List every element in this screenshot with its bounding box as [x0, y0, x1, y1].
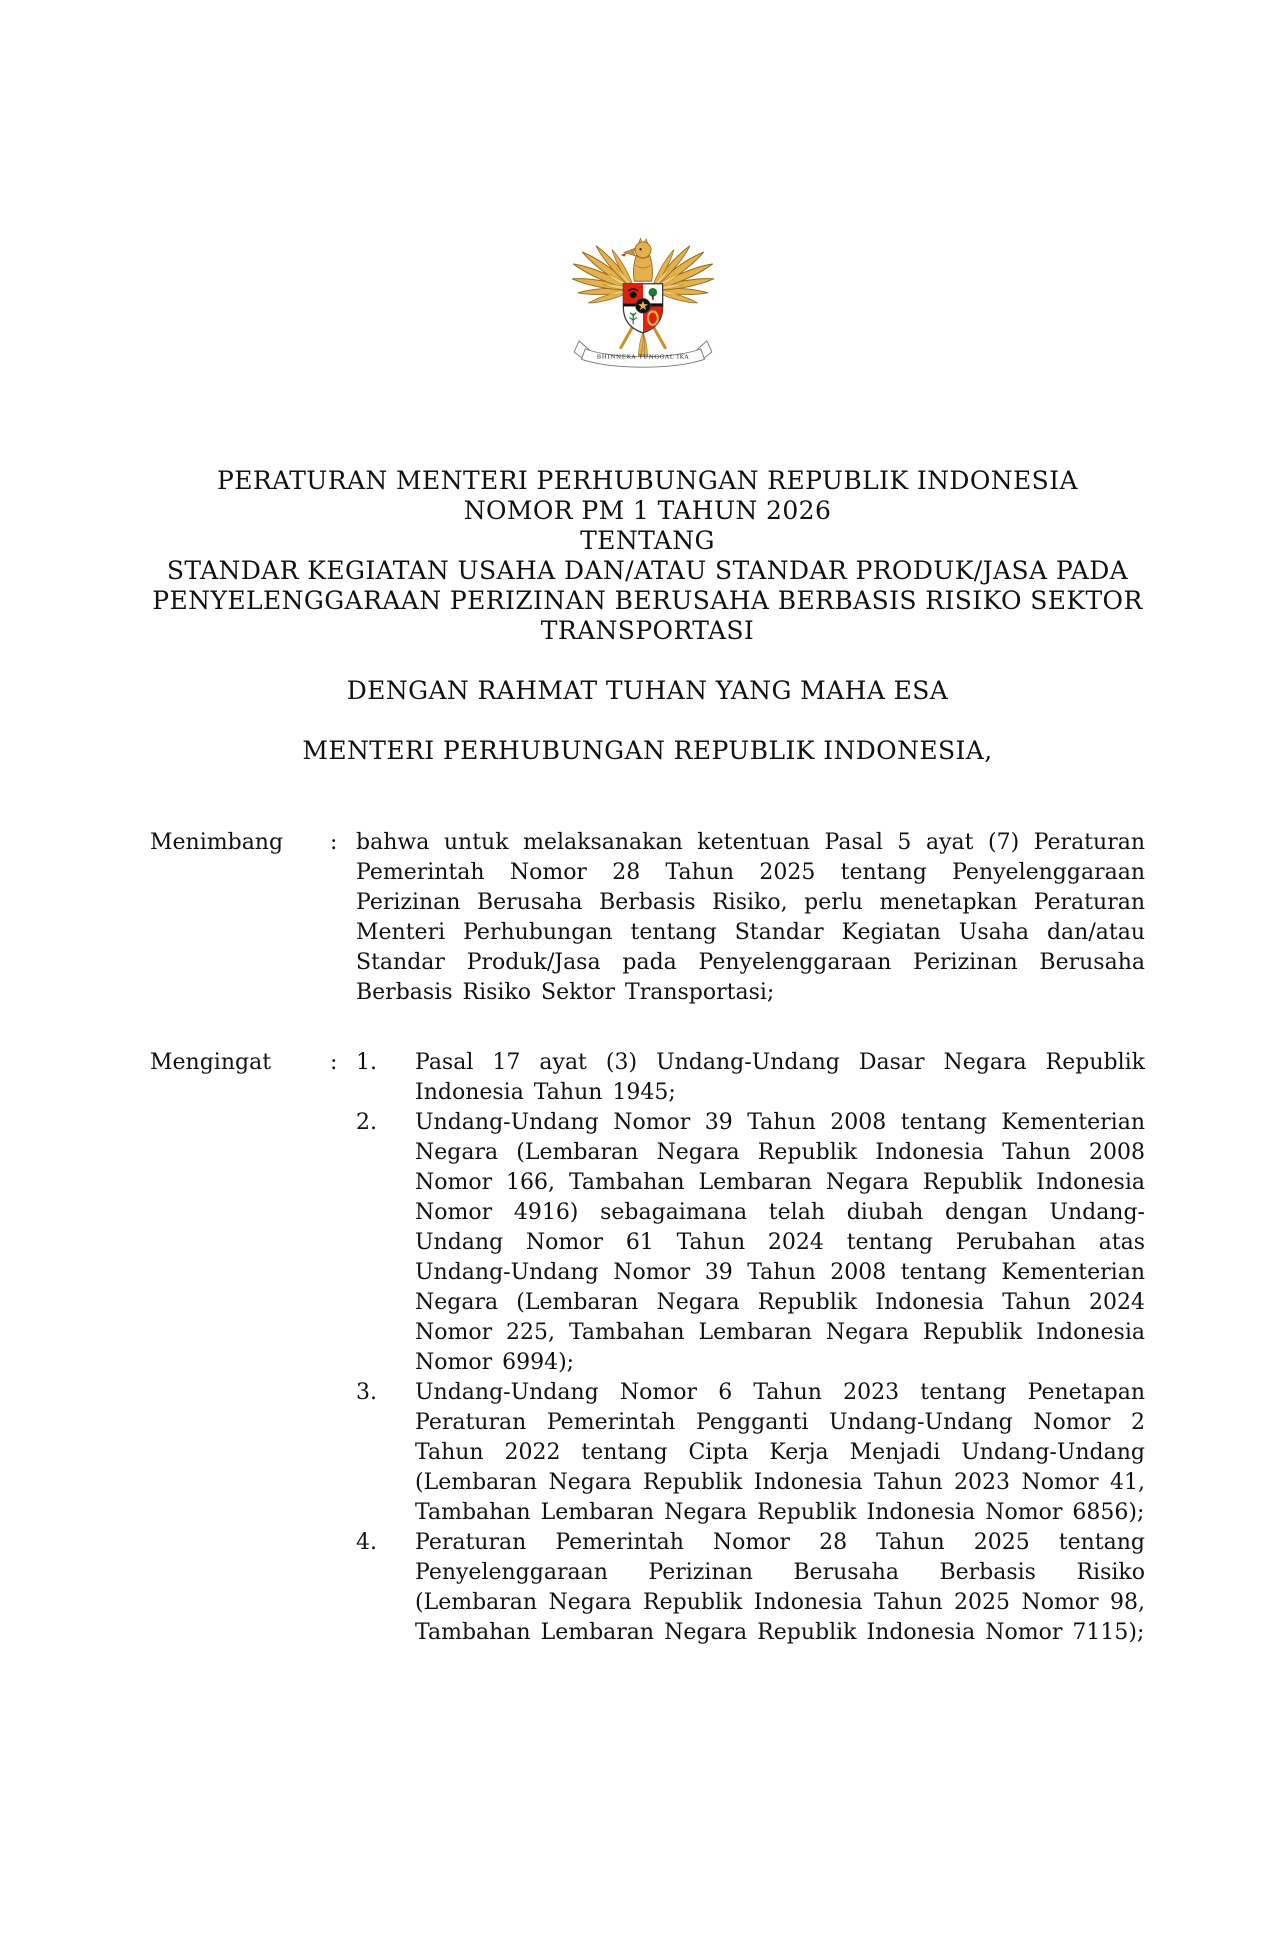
- item-number: 1.: [356, 1050, 377, 1075]
- item-text: Pasal 17 ayat (3) Undang-Undang Dasar Negara Republik Indonesia Tahun 1945;: [415, 1050, 1145, 1105]
- legal-basis-colon: :: [330, 1050, 338, 1075]
- motto-text: BHINNEKA TUNGGAL IKA: [596, 354, 689, 361]
- pancasila-shield: [623, 284, 662, 333]
- title-line-number: NOMOR PM 1 TAHUN 2026: [463, 496, 832, 525]
- legal-basis-item: [356, 1048, 1145, 1108]
- legal-basis-item: [356, 1108, 1145, 1378]
- legal-basis-section: [150, 1048, 1145, 1648]
- authority-line: MENTERI PERHUBUNGAN REPUBLIK INDONESIA,: [302, 736, 993, 765]
- item-number: 4.: [356, 1530, 377, 1555]
- title-line-subject-3: TRANSPORTASI: [540, 616, 755, 645]
- title-line-regulation: PERATURAN MENTERI PERHUBUNGAN REPUBLIK INDONESIA: [217, 466, 1078, 495]
- considering-text: bahwa untuk melaksanakan ketentuan Pasal 5 ayat (7) Peraturan Pemerintah Nomor 28 Tahun 2025 tentang Penyelenggaraan Perizinan Berusaha Berbasis Risiko, perlu menetapkan Peraturan Menteri Perhubungan tentang Standar Kegiatan Usaha dan/atau Standar Produk/Jasa pada Penyelenggaraan Perizinan Berusaha Berbasis Risiko Sektor Transportasi;: [356, 830, 1145, 1005]
- garuda-pancasila-emblem: [568, 233, 718, 375]
- document-title: [150, 466, 1145, 646]
- item-number: 2.: [356, 1110, 377, 1135]
- legal-basis-item: [356, 1528, 1145, 1648]
- title-line-subject-2: PENYELENGGARAAN PERIZINAN BERUSAHA BERBASIS RISIKO SEKTOR: [152, 586, 1143, 615]
- item-text: Undang-Undang Nomor 6 Tahun 2023 tentang Penetapan Peraturan Pemerintah Pengganti Undang-Undang Nomor 2 Tahun 2022 tentang Cipta Kerja Menjadi Undang-Undang (Lembaran Negara Republik Indonesia Tahun 2023 Nomor 41, Tambahan Lembaran Negara Republik Indonesia Nomor 6856);: [415, 1380, 1145, 1525]
- item-number: 3.: [356, 1380, 377, 1405]
- considering-label: Menimbang: [150, 830, 284, 855]
- considering-colon: :: [330, 830, 338, 855]
- title-line-subject-1: STANDAR KEGIATAN USAHA DAN/ATAU STANDAR PRODUK/JASA PADA: [166, 556, 1129, 585]
- title-line-tentang: TENTANG: [580, 526, 715, 555]
- legal-basis-label: Mengingat: [150, 1050, 272, 1075]
- legal-basis-item: [356, 1378, 1145, 1528]
- emblem-container: [140, 233, 1145, 383]
- considering-section: [150, 828, 1145, 1008]
- item-text: Undang-Undang Nomor 39 Tahun 2008 tentang Kementerian Negara (Lembaran Negara Republik Indonesia Tahun 2008 Nomor 166, Tambahan Lembaran Negara Republik Indonesia Nomor 4916) sebagaimana telah diubah dengan Undang-Undang Nomor 61 Tahun 2024 tentang Perubahan atas Undang-Undang Nomor 39 Tahun 2008 tentang Kementerian Negara (Lembaran Negara Republik Indonesia Tahun 2024 Nomor 225, Tambahan Lembaran Negara Republik Indonesia Nomor 6994);: [415, 1110, 1145, 1375]
- item-text: Peraturan Pemerintah Nomor 28 Tahun 2025 tentang Penyelenggaraan Perizinan Berusaha Berbasis Risiko (Lembaran Negara Republik Indonesia Tahun 2025 Nomor 98, Tambahan Lembaran Negara Republik Indonesia Nomor 7115);: [415, 1530, 1145, 1645]
- invocation-line: DENGAN RAHMAT TUHAN YANG MAHA ESA: [346, 676, 949, 705]
